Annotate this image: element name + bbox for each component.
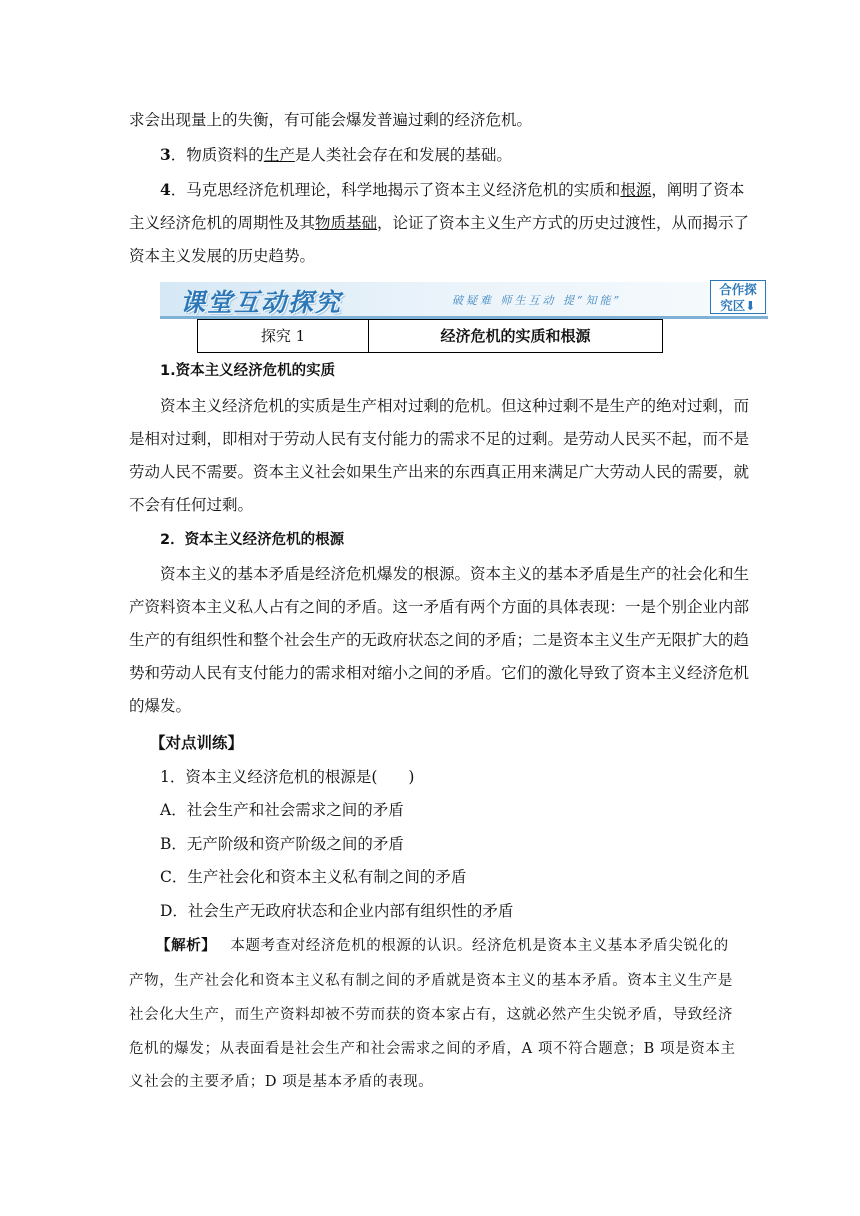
option-d: D．社会生产无政府状态和企业内部有组织性的矛盾 [160,902,514,920]
option-a: A．社会生产和社会需求之间的矛盾 [160,801,404,819]
paragraph-4-line-1 [160,179,744,201]
exercise-question: 1．资本主义经济危机的根源是( ) [160,768,415,786]
banner-subtitle: 破疑难 师生互动 提“知能” [452,294,623,307]
analysis-label: 【解析】 [156,937,217,954]
section-2-line: 产资料资本主义私人占有之间的矛盾。这一矛盾有两个方面的具体表现：一是个别企业内部 [129,598,750,616]
banner-title: 课堂互动探究 [180,288,343,317]
text: 资本主义发展的历史趋势。 [129,247,316,265]
item-number: 4 [160,180,171,199]
section-1-line: 资本主义经济危机的实质是生产相对过剩的危机。但这种过剩不是生产的绝对过剩，而 [160,397,750,415]
text: ，论证了资本主义生产方式的历史过渡性，从而揭示了 [377,214,750,232]
section-1-line: 是相对过剩，即相对于劳动人民有支付能力的需求不足的过剩。是劳动人民买不起，而不是 [129,430,750,448]
underlined-term: 生产 [263,146,295,164]
banner-tag-line-2: 究区⬇ [720,298,756,313]
section-2-heading: 2．资本主义经济危机的根源 [160,532,345,548]
analysis-line: 危机的爆发；从表面看是社会生产和社会需求之间的矛盾，A 项不符合题意；B 项是资本主 [129,1041,736,1057]
section-2-line: 资本主义的基本矛盾是经济危机爆发的根源。资本主义的基本矛盾是生产的社会化和生 [160,565,750,583]
banner-tag [710,280,766,314]
text: ．物质资料的 [170,146,264,164]
underlined-term: 根源 [620,181,652,199]
text: 是人类社会存在和发展的基础。 [294,146,512,164]
analysis-line: 义社会的主要矛盾；D 项是基本矛盾的表现。 [129,1074,434,1090]
section-2-line: 生产的有组织性和整个社会生产的无政府状态之间的矛盾；二是资本主义生产无限扩大的趋 [129,631,750,649]
option-b: B．无产阶级和资产阶级之间的矛盾 [160,835,404,853]
analysis-text: 本题考查对经济危机的根源的认识。经济危机是资本主义基本矛盾尖锐化的 [230,938,729,954]
paragraph-4-line-3 [129,245,315,267]
section-1-heading: 1.资本主义经济危机的实质 [160,363,336,379]
analysis-line: 社会化大生产，而生产资料却被不劳而获的资本家占有，这就必然产生尖锐矛盾，导致经济 [129,1007,733,1023]
paragraph-line [129,109,532,131]
section-1-line: 劳动人民不需要。资本主义社会如果生产出来的东西真正用来满足广大劳动人民的需要，就 [129,463,750,481]
section-banner [160,282,768,319]
topic-table [197,319,663,353]
section-2-line: 的爆发。 [129,697,192,715]
topic-title-cell: 经济危机的实质和根源 [440,327,591,345]
section-2-line: 势和劳动人民有支付能力的需求相对缩小之间的矛盾。它们的激化导致了资本主义经济危机 [129,664,750,682]
section-1-line: 不会有任何过剩。 [129,496,254,514]
text: 求会出现量上的失衡，有可能会爆发普遍过剩的经济危机。 [129,111,533,129]
analysis-first-line [156,935,729,957]
topic-number-cell: 探究 1 [198,320,369,352]
text: 主义经济危机的周期性及其 [129,214,316,232]
item-number: 3 [160,145,171,164]
analysis-line: 产物，生产社会化和资本主义私有制之间的矛盾就是资本主义的基本矛盾。资本主义生产是 [129,973,733,989]
paragraph-4-line-2 [129,212,749,234]
paragraph-3 [160,144,512,166]
banner-tag-line-1: 合作探 [719,282,757,297]
exercise-heading: 【对点训练】 [150,733,244,752]
text: ．马克思经济危机理论，科学地揭示了资本主义经济危机的实质和 [170,181,621,199]
underlined-term: 物质基础 [315,214,378,232]
option-c: C．生产社会化和资本主义私有制之间的矛盾 [160,868,467,886]
text: ，阐明了资本 [651,181,745,199]
